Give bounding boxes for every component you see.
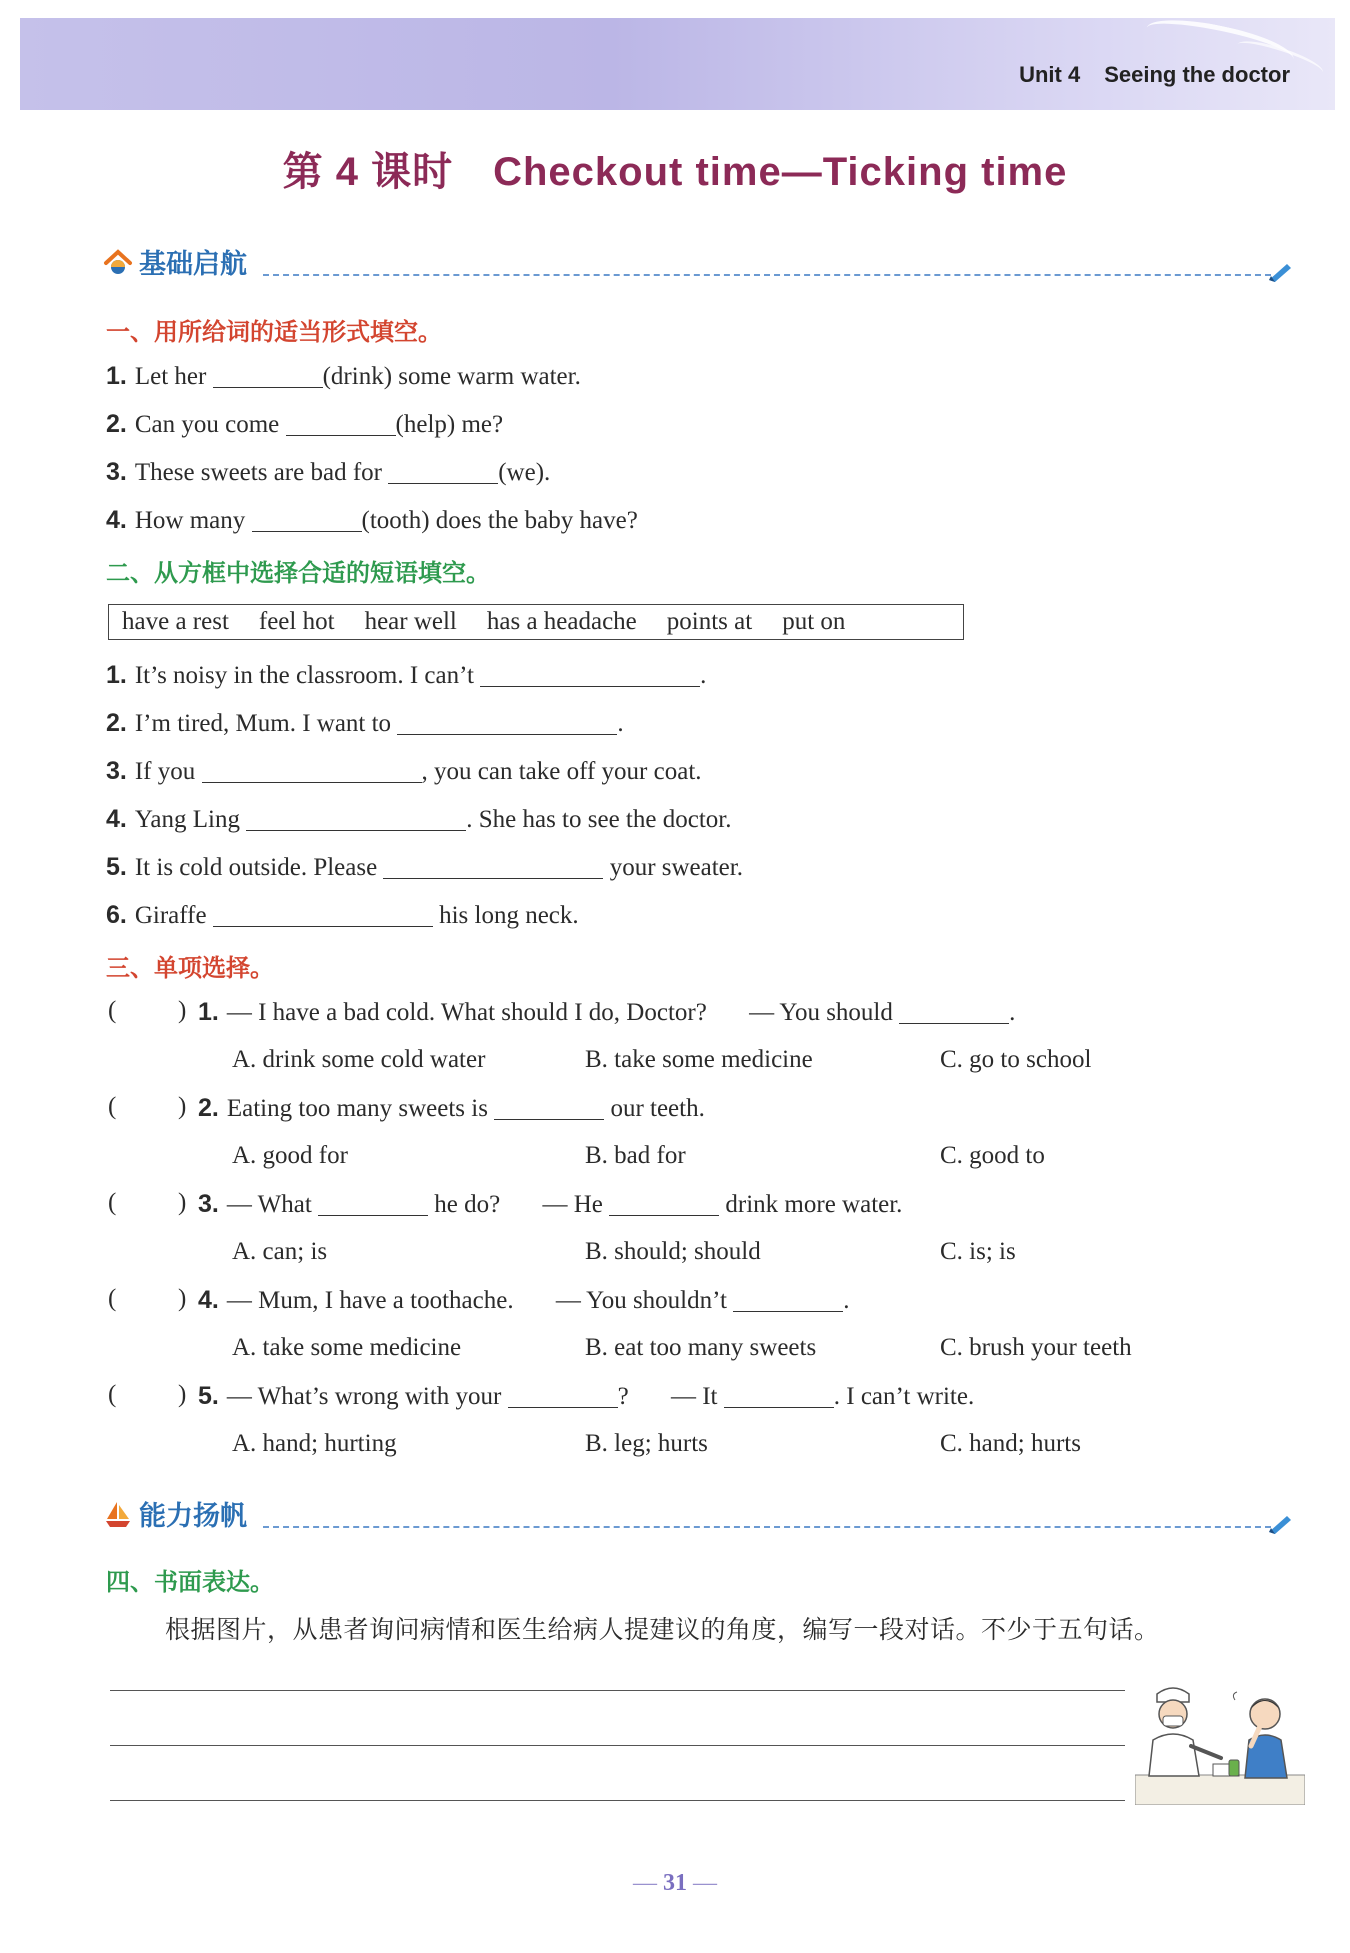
answer-blank[interactable]: [494, 1093, 604, 1120]
lesson-title: [0, 140, 1350, 197]
answer-paren-right: ): [178, 997, 187, 1024]
question-number: 5.: [198, 1382, 219, 1410]
phrase-option: has a headache: [486, 608, 637, 635]
part2-item: [106, 804, 731, 835]
question-number: 1.: [106, 362, 127, 390]
option-a: A. can; is: [232, 1238, 328, 1265]
question-text: — You shouldn’t: [555, 1287, 727, 1314]
item-text: Let her: [134, 363, 207, 390]
answer-paren-left[interactable]: (: [108, 1381, 117, 1408]
answer-blank[interactable]: [213, 361, 323, 388]
question-text: — I have a bad cold. What should I do, Doctor?: [226, 999, 707, 1026]
part2-item: [106, 900, 579, 931]
part2-item: [106, 708, 624, 739]
answer-blank[interactable]: [213, 900, 433, 927]
answer-paren-left[interactable]: (: [108, 1189, 117, 1216]
answer-blank[interactable]: [397, 708, 617, 735]
mc-question: [198, 1093, 705, 1124]
option-a: A. take some medicine: [232, 1334, 462, 1361]
question-text: — What’s wrong with your: [226, 1383, 502, 1410]
item-text: (we).: [498, 459, 551, 486]
writing-prompt: 根据图片，从患者询问病情和医生给病人提建议的角度，编写一段对话。不少于五句话。: [165, 1615, 1160, 1644]
question-number: 4.: [106, 805, 127, 833]
item-text: It is cold outside. Please: [134, 854, 378, 881]
answer-blank[interactable]: [246, 804, 466, 831]
question-number: 2.: [198, 1094, 219, 1122]
answer-blank[interactable]: [252, 505, 362, 532]
phrase-option: points at: [666, 608, 753, 635]
house-icon: [103, 247, 133, 277]
question-text: he do?: [434, 1191, 501, 1218]
question-text: . I can’t write.: [833, 1383, 975, 1410]
pen-icon: [1267, 260, 1293, 282]
item-text: I’m tired, Mum. I want to: [134, 710, 392, 737]
item-text: How many: [134, 507, 246, 534]
lesson-prefix: 第 4 课时: [282, 150, 454, 194]
item-text: . She has to see the doctor.: [466, 806, 732, 833]
question-number: 5.: [106, 853, 127, 881]
item-text: (drink) some warm water.: [322, 363, 581, 390]
option-b: B. should; should: [585, 1238, 761, 1265]
part2-item: [106, 852, 743, 883]
question-text: .: [843, 1287, 850, 1314]
item-text: his long neck.: [439, 902, 579, 929]
answer-paren-left[interactable]: (: [108, 1093, 117, 1120]
phrase-option: put on: [782, 608, 846, 635]
question-number: 6.: [106, 901, 127, 929]
unit-title: Seeing the doctor: [1104, 62, 1290, 87]
mc-question: [198, 1285, 849, 1316]
answer-blank[interactable]: [609, 1189, 719, 1216]
answer-paren-right: ): [178, 1285, 187, 1312]
page-number: — 31 —: [633, 1870, 717, 1896]
part2-title: 二、从方框中选择合适的短语填空。: [106, 559, 490, 587]
part4-title: 四、书面表达。: [106, 1568, 274, 1596]
option-a: A. good for: [232, 1142, 348, 1169]
answer-paren-right: ): [178, 1093, 187, 1120]
answer-blank[interactable]: [733, 1285, 843, 1312]
item-text: .: [700, 662, 707, 689]
item-text: Yang Ling: [134, 806, 240, 833]
answer-blank[interactable]: [202, 756, 422, 783]
question-number: 3.: [106, 458, 127, 486]
writing-line[interactable]: [110, 1745, 1125, 1746]
question-number: 3.: [106, 757, 127, 785]
item-text: , you can take off your coat.: [421, 758, 702, 785]
phrase-option: feel hot: [258, 608, 335, 635]
item-text: .: [617, 710, 624, 737]
answer-blank[interactable]: [724, 1381, 834, 1408]
page-number-value: 31: [663, 1870, 687, 1896]
answer-paren-left[interactable]: (: [108, 997, 117, 1024]
phrase-option: hear well: [364, 608, 457, 635]
answer-blank[interactable]: [480, 660, 700, 687]
phrase-box: [108, 604, 964, 640]
section-ability-header: [103, 1494, 1293, 1534]
dashed-divider: [263, 274, 1271, 276]
question-number: 1.: [198, 998, 219, 1026]
answer-blank[interactable]: [286, 409, 396, 436]
section-basic-title: 基础启航: [139, 249, 247, 280]
mc-question: [198, 1381, 974, 1412]
option-b: B. leg; hurts: [585, 1430, 708, 1457]
section-basic-header: [103, 242, 1293, 282]
answer-blank[interactable]: [899, 997, 1009, 1024]
question-text: our teeth.: [610, 1095, 705, 1122]
item-text: These sweets are bad for: [134, 459, 382, 486]
question-number: 1.: [106, 661, 127, 689]
answer-paren-right: ): [178, 1381, 187, 1408]
part1-item: [106, 361, 581, 392]
question-text: drink more water.: [725, 1191, 903, 1218]
writing-line[interactable]: [110, 1800, 1125, 1801]
question-text: .: [1009, 999, 1016, 1026]
doctor-patient-illustration: [1135, 1680, 1305, 1805]
question-text: Eating too many sweets is: [226, 1095, 488, 1122]
item-text: Giraffe: [134, 902, 207, 929]
part1-title: 一、用所给词的适当形式填空。: [106, 318, 442, 346]
mc-question: [198, 997, 1015, 1028]
sailboat-icon: [103, 1499, 133, 1529]
option-a: A. hand; hurting: [232, 1430, 397, 1457]
part2-item: [106, 660, 706, 691]
item-text: If you: [134, 758, 196, 785]
item-text: It’s noisy in the classroom. I can’t: [134, 662, 474, 689]
question-number: 2.: [106, 709, 127, 737]
part1-item: [106, 457, 550, 488]
option-c: C. hand; hurts: [940, 1430, 1081, 1457]
option-c: C. brush your teeth: [940, 1334, 1132, 1361]
option-b: B. take some medicine: [585, 1046, 813, 1073]
lesson-name: Checkout time—Ticking time: [493, 150, 1068, 194]
answer-paren-right: ): [178, 1189, 187, 1216]
question-number: 3.: [198, 1190, 219, 1218]
question-text: — You should: [749, 999, 893, 1026]
pen-icon: [1267, 1512, 1293, 1534]
option-b: B. bad for: [585, 1142, 686, 1169]
part3-title: 三、单项选择。: [106, 954, 274, 982]
question-number: 2.: [106, 410, 127, 438]
question-text: — He: [542, 1191, 603, 1218]
option-c: C. good to: [940, 1142, 1045, 1169]
part1-item: [106, 505, 638, 536]
option-c: C. go to school: [940, 1046, 1092, 1073]
option-b: B. eat too many sweets: [585, 1334, 817, 1361]
item-text: your sweater.: [609, 854, 743, 881]
unit-label: [1019, 62, 1290, 88]
option-a: A. drink some cold water: [232, 1046, 486, 1073]
question-text: — Mum, I have a toothache.: [226, 1287, 514, 1314]
item-text: Can you come: [134, 411, 280, 438]
writing-line[interactable]: [110, 1690, 1125, 1691]
dashed-divider: [263, 1526, 1271, 1528]
answer-blank[interactable]: [318, 1189, 428, 1216]
mc-question: [198, 1189, 902, 1220]
answer-blank[interactable]: [383, 852, 603, 879]
item-text: (tooth) does the baby have?: [361, 507, 638, 534]
question-text: — What: [226, 1191, 312, 1218]
item-text: (help) me?: [395, 411, 504, 438]
part1-item: [106, 409, 503, 440]
answer-blank[interactable]: [388, 457, 498, 484]
answer-paren-left[interactable]: (: [108, 1285, 117, 1312]
question-text: — It: [670, 1383, 718, 1410]
phrase-option: have a rest: [122, 608, 229, 635]
question-number: 4.: [106, 506, 127, 534]
unit-number: Unit 4: [1019, 62, 1081, 87]
option-c: C. is; is: [940, 1238, 1016, 1265]
section-ability-title: 能力扬帆: [139, 1501, 247, 1532]
answer-blank[interactable]: [508, 1381, 618, 1408]
question-text: ?: [617, 1383, 629, 1410]
question-number: 4.: [198, 1286, 219, 1314]
part2-item: [106, 756, 702, 787]
